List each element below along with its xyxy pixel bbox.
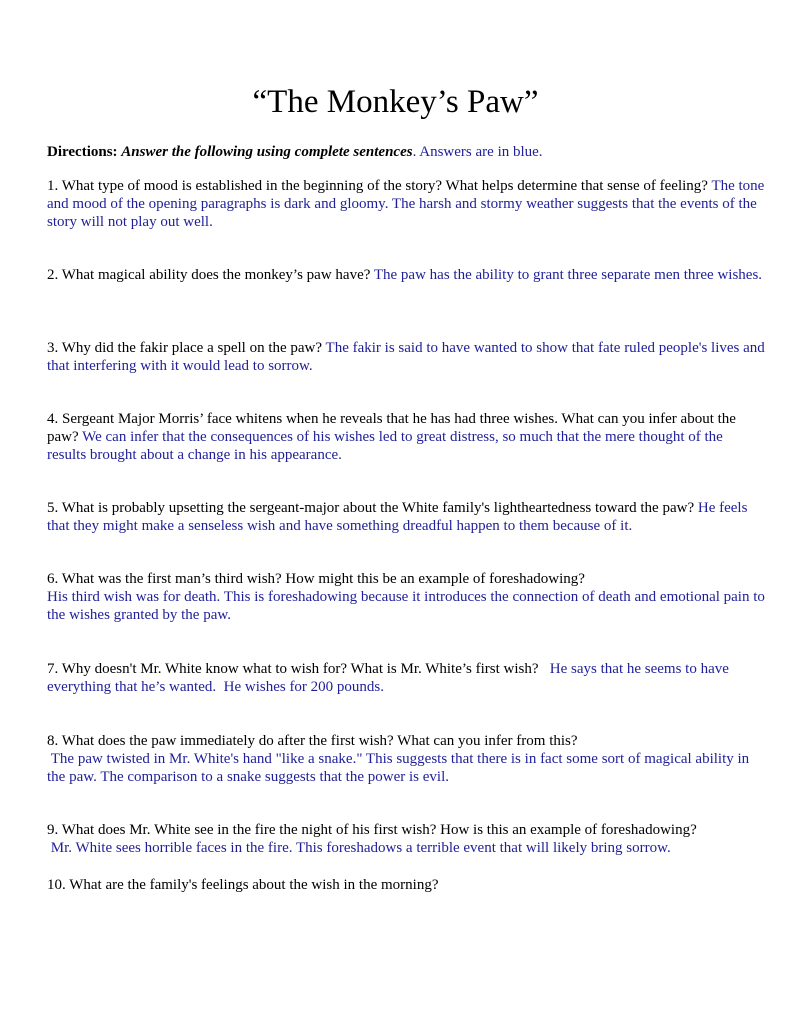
directions	[47, 143, 765, 161]
question-10-text: 10. What are the family's feelings about the wish in the morning?	[47, 877, 439, 893]
question-5-text: 5. What is probably upsetting the sergeant-major about the White family's lightheartedness toward the paw?	[47, 500, 698, 516]
question-7-text: 7. Why doesn't Mr. White know what to wish for? What is Mr. White’s first wish?	[47, 661, 550, 677]
question-7	[47, 660, 765, 696]
question-6	[47, 570, 765, 624]
page-title: “The Monkey’s Paw”	[252, 84, 539, 120]
answer-5-text: He feels that they might make a senseless wish and have something dreadful happen to them because of it.	[47, 500, 748, 534]
question-1	[47, 177, 765, 231]
answer-3-text: The fakir is said to have wanted to show that fate ruled people's lives and that interfering with it would lead to sorrow.	[47, 340, 765, 374]
answer-6-text: His third wish was for death. This is foreshadowing because it introduces the connection of death and emotional pain to the wishes granted by the paw.	[47, 589, 765, 623]
question-10	[47, 876, 765, 894]
answer-4-text: We can infer that the consequences of his wishes led to great distress, so much that the mere thought of the results brought about a change in his appearance.	[47, 429, 723, 463]
answer-7-text: He says that he seems to have everything that he’s wanted. He wishes for 200 pounds.	[47, 661, 733, 695]
question-8-text: 8. What does the paw immediately do after the first wish? What can you infer from this?	[47, 733, 578, 749]
question-9-text: 9. What does Mr. White see in the fire the night of his first wish? How is this an example of foreshadowing?	[47, 822, 697, 838]
question-4	[47, 410, 765, 464]
question-5	[47, 499, 765, 535]
question-2-text: 2. What magical ability does the monkey’s paw have?	[47, 267, 374, 283]
answer-9-text: Mr. White sees horrible faces in the fire. This foreshadows a terrible event that will likely bring sorrow.	[47, 840, 671, 856]
question-2	[47, 266, 765, 284]
question-6-text: 6. What was the first man’s third wish? How might this be an example of foreshadowing?	[47, 571, 585, 587]
answer-1-text: The tone and mood of the opening paragraphs is dark and gloomy. The harsh and stormy weather suggests that the events of the story will not play out well.	[47, 178, 765, 230]
directions-label: Directions:	[47, 144, 118, 160]
directions-period: .	[412, 144, 417, 160]
question-3	[47, 339, 765, 375]
question-8	[47, 732, 765, 786]
answer-8-text: The paw twisted in Mr. White's hand "like a snake." This suggests that there is in fact some sort of magical ability in the paw. The comparison to a snake suggests that the power is evil.	[47, 751, 753, 785]
question-1-text: 1. What type of mood is established in the beginning of the story? What helps determine that sense of feeling?	[47, 178, 712, 194]
directions-note: Answers are in blue.	[419, 144, 543, 160]
question-3-text: 3. Why did the fakir place a spell on the paw?	[47, 340, 326, 356]
directions-instruction: Answer the following using complete sentences	[121, 144, 413, 160]
question-9	[47, 821, 765, 857]
answer-2-text: The paw has the ability to grant three separate men three wishes.	[373, 267, 763, 283]
question-4-text: 4. Sergeant Major Morris’ face whitens when he reveals that he has had three wishes. What can you infer about the paw?	[47, 411, 736, 445]
